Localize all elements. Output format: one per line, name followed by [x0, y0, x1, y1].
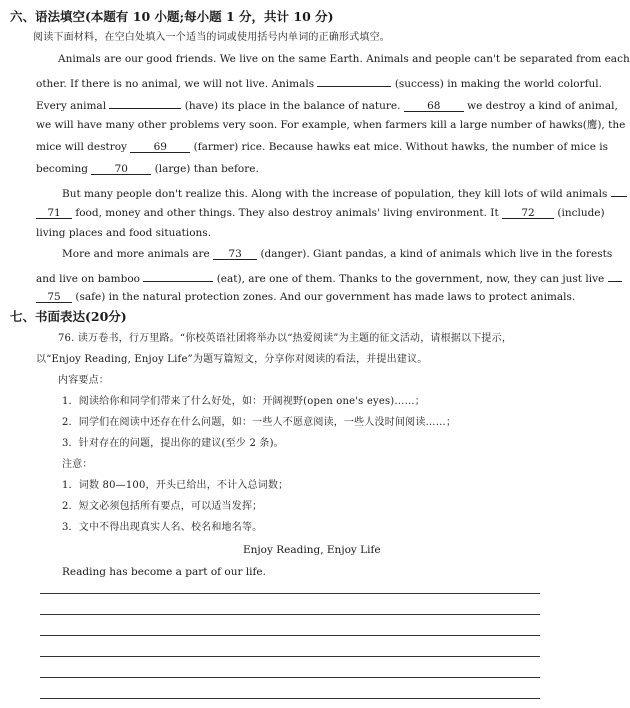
- question-76-line-1: 76. 读万卷书，行万里路。“你校英语社团将举办以“热爱阅读”为主题的征文活动，请根据以下提示，: [58, 333, 513, 344]
- note-1: 1．词数 80—100，开头已给出，不计入总词数；: [62, 480, 289, 491]
- passage-text: and live on bamboo: [36, 273, 141, 285]
- content-point-2: 2．同学们在阅读中还存在什么问题，如：一些人不愿意阅读，一些人没时间阅读……；: [62, 417, 457, 428]
- content-points-title: 内容要点：: [58, 375, 109, 386]
- passage-text: mice will destroy: [36, 141, 127, 153]
- answer-line[interactable]: [40, 614, 540, 615]
- passage-text: becoming: [36, 163, 88, 175]
- blank-71[interactable]: 71: [36, 206, 72, 219]
- passage-line-10: [62, 247, 612, 261]
- passage-line-5: [36, 140, 608, 154]
- passage-line-3: [36, 96, 618, 113]
- blank-75-cont: [608, 269, 622, 282]
- passage-text: (safe) in the natural protection zones. And our government has made laws to protect animals.: [75, 291, 576, 303]
- answer-line[interactable]: [40, 677, 540, 678]
- note-3: 3．文中不得出现真实人名、校名和地名等。: [62, 522, 263, 533]
- passage-text: (danger). Giant pandas, a kind of animals which live in the forests: [260, 248, 613, 260]
- answer-line[interactable]: [40, 656, 540, 657]
- passage-text: But many people don't realize this. Along with the increase of population, they kill lots of wild animals: [62, 188, 608, 200]
- blank-74[interactable]: [143, 269, 213, 282]
- section6-instruction: 阅读下面材料，在空白处填入一个适当的词或使用括号内单词的正确形式填空。: [33, 32, 390, 43]
- blank-68[interactable]: 68: [404, 99, 464, 112]
- passage-text: we destroy a kind of animal,: [467, 100, 618, 112]
- passage-text: More and more animals are: [62, 248, 210, 260]
- passage-text: (have) its place in the balance of nature.: [184, 100, 401, 112]
- passage-line-6: [36, 162, 259, 176]
- section7-heading: 七、书面表达(20分): [10, 309, 127, 324]
- passage-line-4: we will have many other problems very soon. For example, when farmers kill a large number of hawks(鹰), the: [36, 119, 626, 131]
- passage-line-1: Animals are our good friends. We live on the same Earth. Animals and people can't be separated from each: [58, 53, 630, 65]
- note-2: 2．短文必须包括所有要点，可以适当发挥；: [62, 501, 263, 512]
- passage-text: Every animal: [36, 100, 107, 112]
- passage-text: other. If there is no animal, we will not live. Animals: [36, 78, 315, 90]
- passage-text: (success) in making the world colorful.: [394, 78, 602, 90]
- blank-72[interactable]: 72: [502, 206, 554, 219]
- answer-line[interactable]: [40, 593, 540, 594]
- passage-text: (farmer) rice. Because hawks eat mice. Without hawks, the number of mice is: [193, 141, 609, 153]
- passage-line-11: [36, 269, 622, 286]
- content-point-1: 1．阅读给你和同学们带来了什么好处，如：开阔视野(open one's eyes)……；: [62, 396, 425, 407]
- blank-67[interactable]: [109, 96, 181, 109]
- passage-line-7: [62, 184, 627, 201]
- notes-title: 注意：: [62, 459, 93, 470]
- blank-75[interactable]: 75: [36, 290, 72, 303]
- blank-73[interactable]: 73: [213, 247, 257, 260]
- blank-70[interactable]: 70: [91, 162, 151, 175]
- passage-line-8: [36, 206, 605, 220]
- blank-66[interactable]: [317, 74, 391, 87]
- answer-line[interactable]: [40, 635, 540, 636]
- answer-line[interactable]: [40, 698, 540, 699]
- question-76-line-2: 以“Enjoy Reading, Enjoy Life”为题写篇短文，分享你对阅读的看法，并提出建议。: [36, 354, 428, 365]
- blank-69[interactable]: 69: [130, 140, 190, 153]
- passage-line-9: living places and food situations.: [36, 227, 212, 239]
- section6-heading: 六、语法填空(本题有 10 小题;每小题 1 分，共计 10 分): [10, 9, 334, 24]
- blank-71-cont: [611, 184, 627, 197]
- passage-text: food, money and other things. They also destroy animals' living environment. It: [75, 207, 499, 219]
- passage-text: (eat), are one of them. Thanks to the government, now, they can just live: [216, 273, 605, 285]
- passage-text: (include): [557, 207, 605, 219]
- essay-opening-sentence: Reading has become a part of our life.: [62, 566, 266, 578]
- passage-text: (large) than before.: [154, 163, 259, 175]
- essay-title: Enjoy Reading, Enjoy Life: [243, 544, 381, 556]
- passage-line-12: [36, 290, 575, 304]
- content-point-3: 3．针对存在的问题，提出你的建议(至少 2 条)。: [62, 438, 284, 449]
- passage-line-2: [36, 74, 602, 91]
